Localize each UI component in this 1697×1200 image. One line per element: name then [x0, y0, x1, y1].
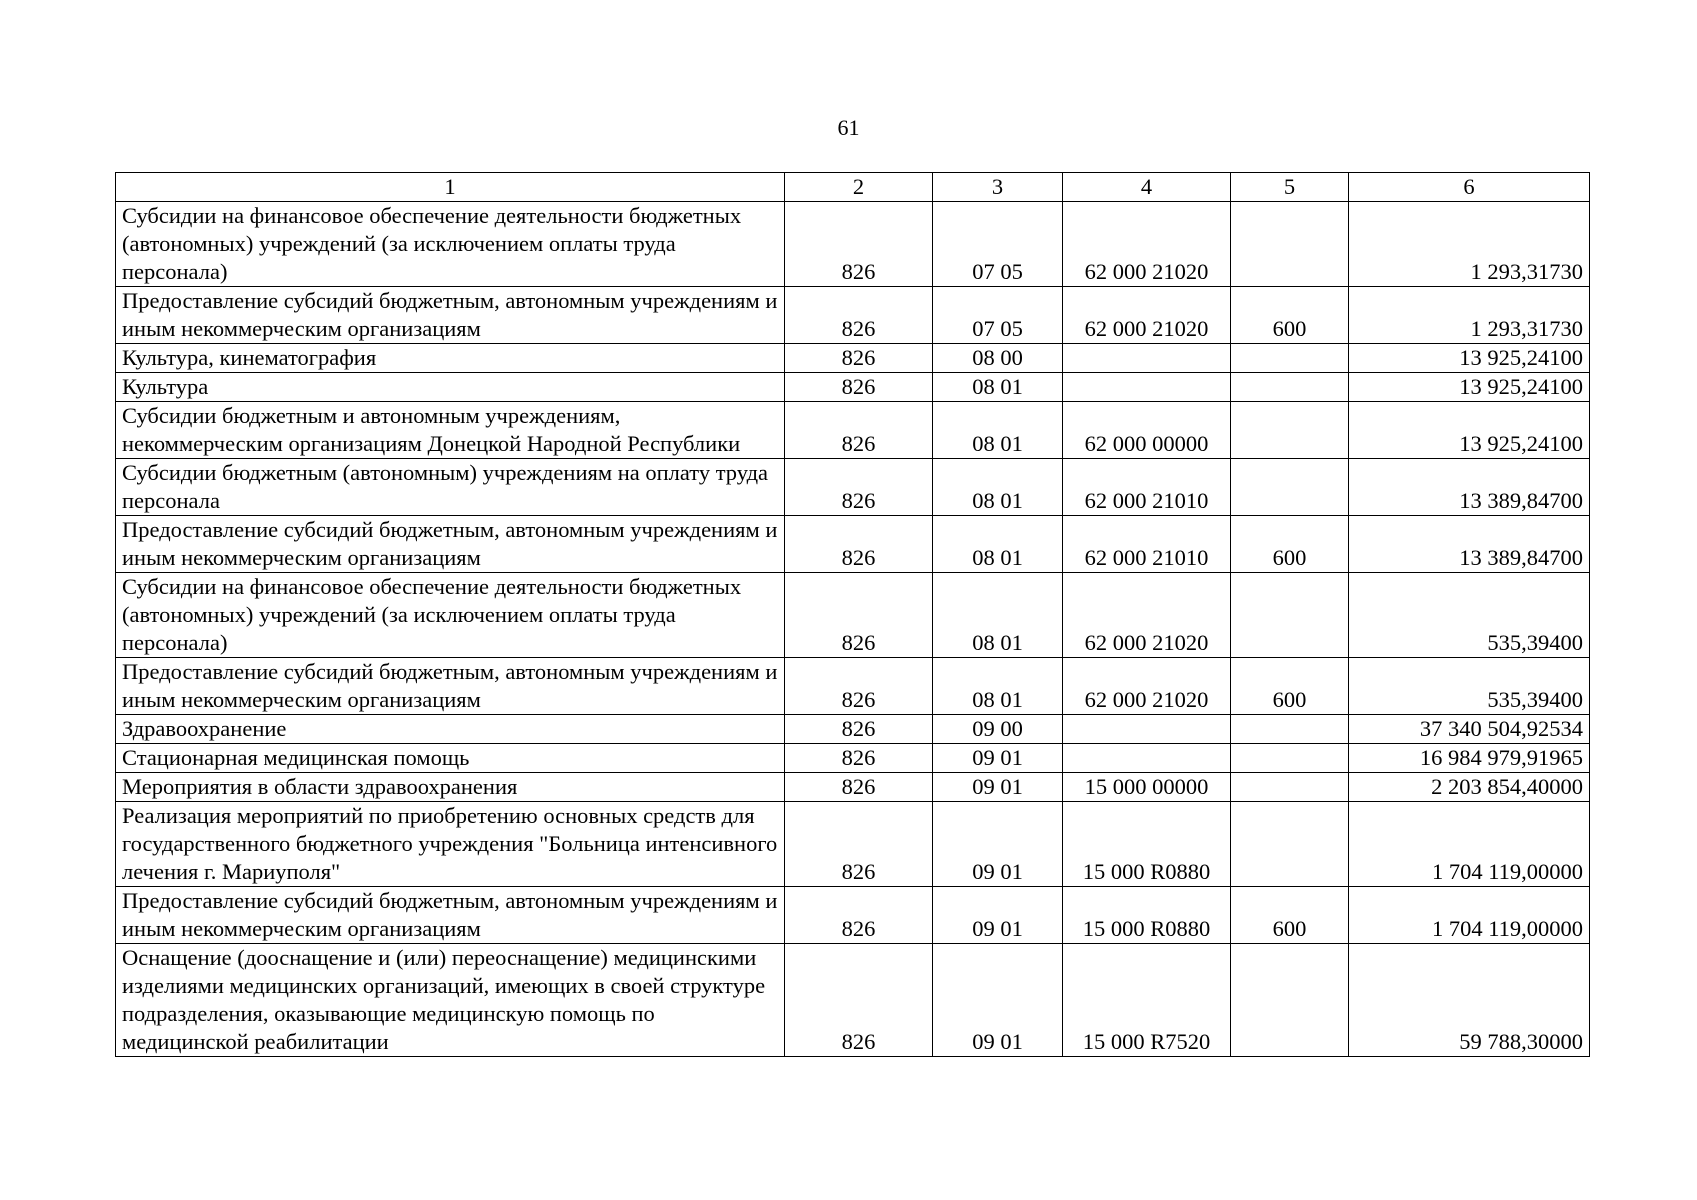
row-name: Предоставление субсидий бюджетным, автономным учреждениям и иным некоммерческим организациям [116, 887, 785, 944]
row-article: 62 000 00000 [1063, 402, 1231, 459]
column-header: 3 [933, 173, 1063, 202]
row-section: 07 05 [933, 202, 1063, 287]
row-article: 62 000 21020 [1063, 202, 1231, 287]
row-amount: 535,39400 [1349, 573, 1590, 658]
row-amount: 535,39400 [1349, 658, 1590, 715]
row-name: Культура [116, 373, 785, 402]
row-type: 600 [1231, 516, 1349, 573]
row-amount: 13 925,24100 [1349, 402, 1590, 459]
row-type [1231, 744, 1349, 773]
row-amount: 1 704 119,00000 [1349, 887, 1590, 944]
row-amount: 13 925,24100 [1349, 373, 1590, 402]
row-type: 600 [1231, 887, 1349, 944]
row-type: 600 [1231, 658, 1349, 715]
row-section: 08 01 [933, 573, 1063, 658]
table-row [116, 802, 1590, 887]
row-section: 08 01 [933, 402, 1063, 459]
row-type [1231, 715, 1349, 744]
row-amount: 2 203 854,40000 [1349, 773, 1590, 802]
table-row [116, 516, 1590, 573]
row-name: Мероприятия в области здравоохранения [116, 773, 785, 802]
row-section: 09 01 [933, 773, 1063, 802]
table-row [116, 887, 1590, 944]
row-code: 826 [785, 402, 933, 459]
row-code: 826 [785, 573, 933, 658]
row-section: 09 01 [933, 944, 1063, 1057]
row-name: Реализация мероприятий по приобретению основных средств для государственного бюджетного учреждения "Больница интенсивного лечения г. Мариуполя" [116, 802, 785, 887]
row-type [1231, 802, 1349, 887]
row-amount: 13 925,24100 [1349, 344, 1590, 373]
row-code: 826 [785, 802, 933, 887]
row-article [1063, 715, 1231, 744]
row-section: 07 05 [933, 287, 1063, 344]
row-name: Здравоохранение [116, 715, 785, 744]
row-code: 826 [785, 944, 933, 1057]
row-code: 826 [785, 773, 933, 802]
column-header: 1 [116, 173, 785, 202]
row-type [1231, 402, 1349, 459]
row-code: 826 [785, 459, 933, 516]
table-row [116, 459, 1590, 516]
row-section: 08 00 [933, 344, 1063, 373]
row-code: 826 [785, 202, 933, 287]
row-amount: 1 704 119,00000 [1349, 802, 1590, 887]
table-row [116, 944, 1590, 1057]
row-article: 15 000 00000 [1063, 773, 1231, 802]
row-type [1231, 373, 1349, 402]
row-code: 826 [785, 516, 933, 573]
row-name: Предоставление субсидий бюджетным, автономным учреждениям и иным некоммерческим организациям [116, 287, 785, 344]
row-type [1231, 773, 1349, 802]
column-header: 2 [785, 173, 933, 202]
row-amount: 59 788,30000 [1349, 944, 1590, 1057]
table-row [116, 773, 1590, 802]
row-code: 826 [785, 344, 933, 373]
row-article: 15 000 R0880 [1063, 887, 1231, 944]
row-name: Предоставление субсидий бюджетным, автономным учреждениям и иным некоммерческим организациям [116, 516, 785, 573]
table-row [116, 373, 1590, 402]
row-code: 826 [785, 287, 933, 344]
row-article: 15 000 R0880 [1063, 802, 1231, 887]
row-section: 08 01 [933, 459, 1063, 516]
row-code: 826 [785, 373, 933, 402]
row-article [1063, 373, 1231, 402]
table-row [116, 658, 1590, 715]
row-code: 826 [785, 887, 933, 944]
row-amount: 16 984 979,91965 [1349, 744, 1590, 773]
row-section: 09 01 [933, 887, 1063, 944]
row-type [1231, 573, 1349, 658]
row-amount: 13 389,84700 [1349, 516, 1590, 573]
row-article: 15 000 R7520 [1063, 944, 1231, 1057]
row-name: Субсидии на финансовое обеспечение деятельности бюджетных (автономных) учреждений (за исключением оплаты труда персонала) [116, 202, 785, 287]
table-row [116, 715, 1590, 744]
row-article: 62 000 21020 [1063, 287, 1231, 344]
row-name: Субсидии бюджетным и автономным учреждениям, некоммерческим организациям Донецкой Народной Республики [116, 402, 785, 459]
row-name: Оснащение (дооснащение и (или) переоснащение) медицинскими изделиями медицинских организаций, имеющих в своей структуре подразделения, оказывающие медицинскую помощь по медицинской реабилитации [116, 944, 785, 1057]
row-name: Субсидии бюджетным (автономным) учреждениям на оплату труда персонала [116, 459, 785, 516]
row-name: Культура, кинематография [116, 344, 785, 373]
row-code: 826 [785, 744, 933, 773]
row-article: 62 000 21020 [1063, 658, 1231, 715]
budget-table [115, 172, 1590, 1057]
row-section: 09 01 [933, 744, 1063, 773]
row-name: Субсидии на финансовое обеспечение деятельности бюджетных (автономных) учреждений (за исключением оплаты труда персонала) [116, 573, 785, 658]
row-section: 09 01 [933, 802, 1063, 887]
row-code: 826 [785, 715, 933, 744]
row-amount: 13 389,84700 [1349, 459, 1590, 516]
table-header-row [116, 173, 1590, 202]
row-article [1063, 744, 1231, 773]
row-article: 62 000 21020 [1063, 573, 1231, 658]
row-code: 826 [785, 658, 933, 715]
row-article [1063, 344, 1231, 373]
row-type: 600 [1231, 287, 1349, 344]
row-type [1231, 202, 1349, 287]
row-name: Предоставление субсидий бюджетным, автономным учреждениям и иным некоммерческим организациям [116, 658, 785, 715]
row-article: 62 000 21010 [1063, 516, 1231, 573]
row-article: 62 000 21010 [1063, 459, 1231, 516]
page-number: 61 [837, 115, 860, 140]
row-section: 08 01 [933, 516, 1063, 573]
row-amount: 1 293,31730 [1349, 287, 1590, 344]
column-header: 4 [1063, 173, 1231, 202]
row-name: Стационарная медицинская помощь [116, 744, 785, 773]
table-row [116, 573, 1590, 658]
row-amount: 1 293,31730 [1349, 202, 1590, 287]
table-row [116, 744, 1590, 773]
table-row [116, 344, 1590, 373]
row-section: 08 01 [933, 373, 1063, 402]
row-type [1231, 459, 1349, 516]
column-header: 5 [1231, 173, 1349, 202]
row-section: 09 00 [933, 715, 1063, 744]
row-section: 08 01 [933, 658, 1063, 715]
table-row [116, 402, 1590, 459]
row-type [1231, 944, 1349, 1057]
row-type [1231, 344, 1349, 373]
row-amount: 37 340 504,92534 [1349, 715, 1590, 744]
column-header: 6 [1349, 173, 1590, 202]
table-row [116, 287, 1590, 344]
table-row [116, 202, 1590, 287]
